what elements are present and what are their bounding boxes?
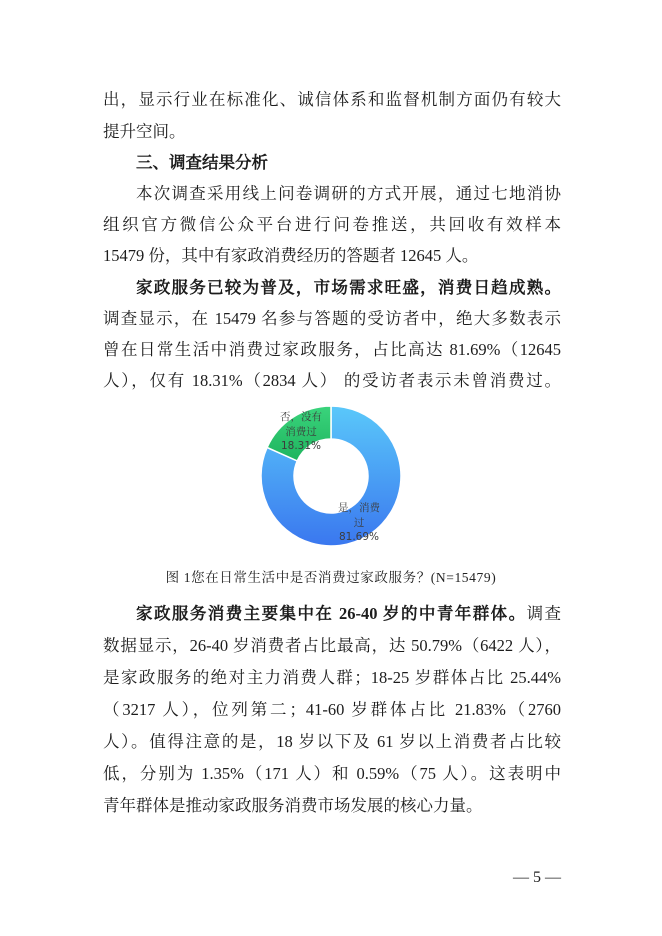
body-text-bottom	[103, 598, 561, 822]
slice-label-percent: 81.69%	[338, 531, 380, 543]
paragraph-line: 组织官方微信公众平台进行问卷推送，共回收有效样本	[103, 215, 561, 235]
paragraph-line: 数据显示，26-40 岁消费者占比最高，达 50.79%（6422 人），	[103, 636, 561, 655]
slice-label-name: 是，消费过	[338, 502, 380, 529]
paragraph-lead-bold: 家政服务已较为普及，市场需求旺盛，消费日趋成熟。	[136, 277, 561, 297]
figure-caption: 图 1您在日常生活中是否消费过家政服务？(N=15479)	[165, 570, 497, 585]
paragraph-line: 人），仅有 18.31%（2834 人） 的受访者表示未曾消费过。	[103, 371, 561, 391]
paragraph-line: 曾在日常生活中消费过家政服务，占比高达 81.69%（12645	[103, 339, 561, 359]
donut-chart-svg	[183, 398, 483, 563]
paragraph-line: 是家政服务的绝对主力消费人群；18-25 岁群体占比 25.44%	[103, 668, 561, 687]
body-text-top	[103, 84, 561, 396]
paragraph-line: 提升空间。	[103, 121, 186, 141]
paragraph-line: 15479 份，其中有家政消费经历的答题者 12645 人。	[103, 246, 479, 266]
paragraph-line: 出，显示行业在标准化、诚信体系和监督机制方面仍有较大	[103, 90, 561, 110]
paragraph-lead-rest: 调查	[526, 604, 561, 623]
paragraph-lead-bold: 家政服务消费主要集中在 26-40 岁的中青年群体。	[136, 604, 527, 623]
paragraph-line: （3217 人），位列第二；41-60 岁群体占比 21.83%（2760	[103, 700, 561, 719]
paragraph-line: 人）。值得注意的是，18 岁以下及 61 岁以上消费者占比较	[103, 732, 561, 751]
paragraph-line: 调查显示，在 15479 名参与答题的受访者中，绝大多数表示	[103, 308, 561, 328]
section-heading: 三、调查结果分析	[136, 152, 268, 172]
slice-label-name: 否，没有消费过	[280, 411, 322, 438]
donut-chart	[183, 398, 483, 563]
paragraph-lead-line	[103, 598, 561, 630]
paragraph-line: 青年群体是推动家政服务消费市场发展的核心力量。	[103, 796, 483, 815]
page-number: — 5 —	[513, 869, 561, 886]
slice-label-percent: 18.31%	[280, 440, 322, 452]
paragraph-line: 本次调查采用线上问卷调研的方式开展，通过七地消协	[136, 183, 561, 203]
paragraph-line: 低，分别为 1.35%（171 人）和 0.59%（75 人）。这表明中	[103, 764, 561, 783]
slice-label-consumed	[336, 501, 382, 545]
slice-label-not-consumed	[278, 410, 324, 454]
